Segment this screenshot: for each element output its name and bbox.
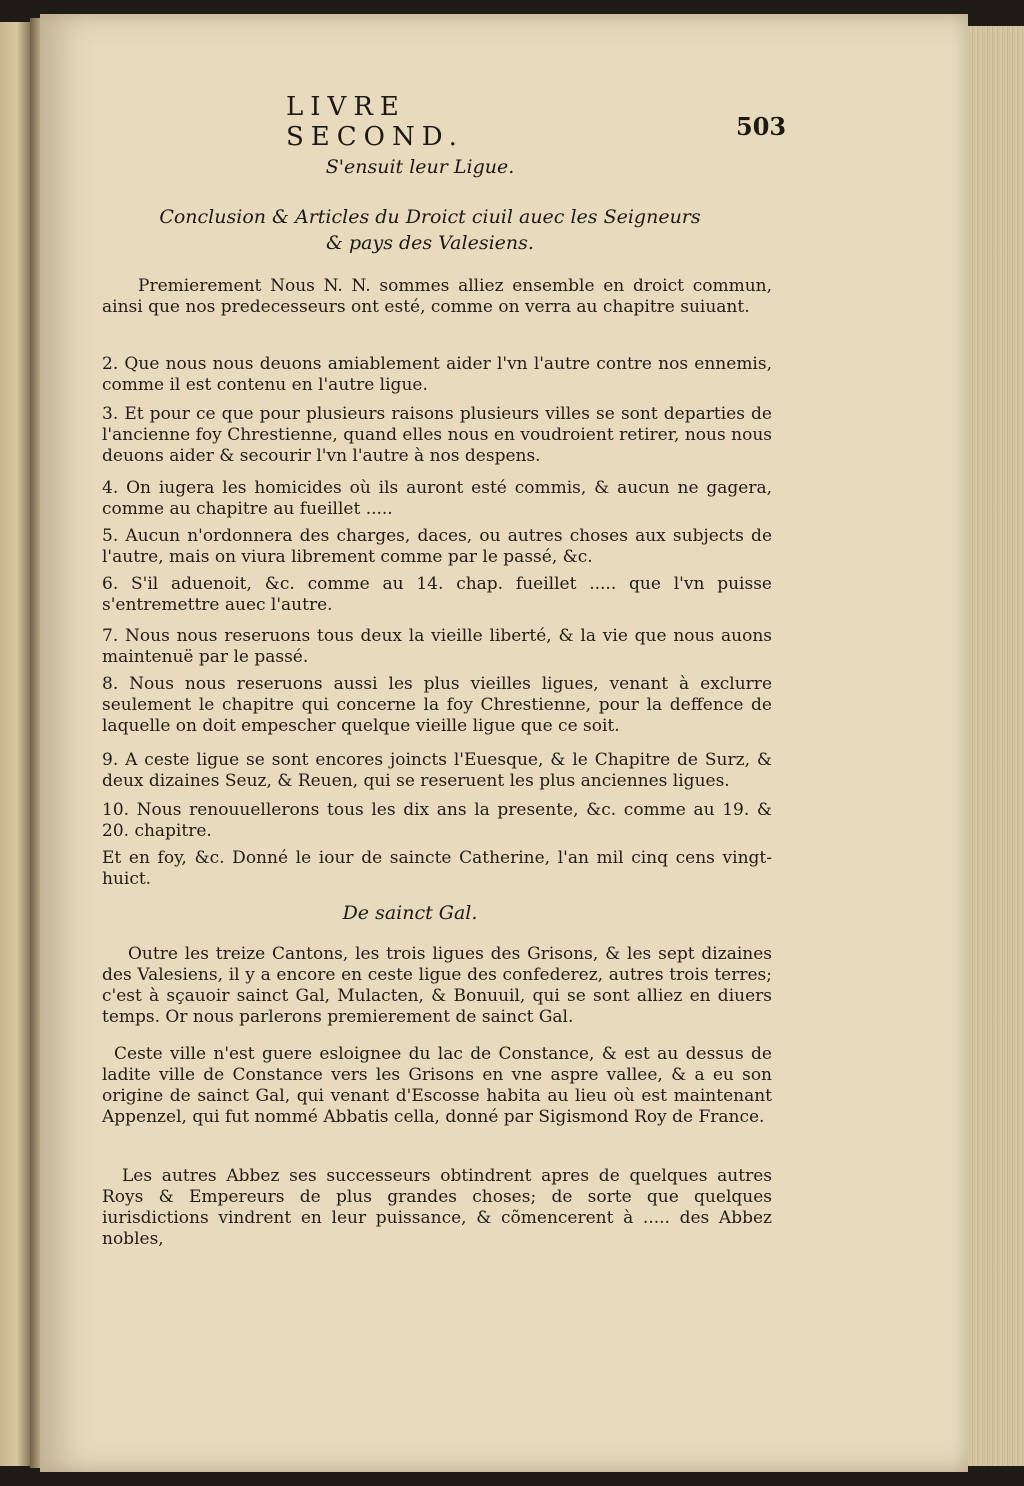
- article-paragraph: 6. S'il aduenoit, &c. comme au 14. chap. fueillet ..... que l'vn puisse s'entremettre auec l'autre.: [102, 574, 772, 615]
- section-heading-gal: De sainct Gal.: [342, 902, 478, 924]
- article-paragraph: 3. Et pour ce que pour plusieurs raisons plusieurs villes se sont departies de l'ancienne foy Chrestienne, quand elles nous en voudroient retirer, nous nous deuons aider & secourir l'vn l'autre à nos despens.: [102, 404, 772, 466]
- body-paragraph: Les autres Abbez ses successeurs obtindrent apres de quelques autres Roys & Empereurs de plus grandes choses; de sorte que quelques iurisdictions vindrent en leur puissance, & cõmencerent à ..... des Abbez nobles,: [102, 1166, 772, 1249]
- running-head: LIVRE SECOND.: [286, 92, 464, 152]
- body-paragraph: Ceste ville n'est guere esloignee du lac de Constance, & est au dessus de ladite ville de Constance vers les Grisons en vne aspre vallee, & a eu son origine de sainct Gal, qui venant d'Escosse habita au lieu où est maintenant Appenzel, qui fut nommé Abbatis cella, donné par Sigismond Roy de France.: [102, 1044, 772, 1127]
- article-paragraph: 8. Nous nous reseruons aussi les plus vieilles ligues, venant à exclurre seulement le chapitre qui concerne la foy Chrestienne, pour la deffence de laquelle on doit empescher quelque vieille ligue que ce soit.: [102, 674, 772, 736]
- body-paragraph: Outre les treize Cantons, les trois ligues des Grisons, & les sept dizaines des Valesiens, il y a encore en ceste ligue des confederez, autres trois terres; c'est à sçauoir sainct Gal, Mulacten, & Bonuuil, qui se sont alliez en diuers temps. Or nous parlerons premierement de sainct Gal.: [102, 944, 772, 1027]
- page-edges-stack: [967, 26, 1024, 1466]
- section-heading-conclusion: Conclusion & Articles du Droict ciuil auec les Seigneurs & pays des Valesiens.: [159, 206, 701, 254]
- page-number: 503: [736, 112, 787, 141]
- article-paragraph: 9. A ceste ligue se sont encores joincts l'Euesque, & le Chapitre de Surz, & deux dizaines Seuz, & Reuen, qui se reseruent les plus anciennes ligues.: [102, 750, 772, 791]
- closing-paragraph: Et en foy, &c. Donné le iour de saincte Catherine, l'an mil cinq cens vingt-huict.: [102, 848, 772, 889]
- article-paragraph: 2. Que nous nous deuons amiablement aider l'vn l'autre contre nos ennemis, comme il est contenu en l'autre ligue.: [102, 354, 772, 395]
- article-paragraph: 4. On iugera les homicides où ils auront esté commis, & aucun ne gagera, comme au chapitre au fueillet .....: [102, 478, 772, 519]
- book-gutter: [30, 18, 40, 1468]
- article-paragraph: 7. Nous nous reseruons tous deux la vieille liberté, & la vie que nous auons maintenuë par le passé.: [102, 626, 772, 667]
- article-paragraph: Premierement Nous N. N. sommes alliez ensemble en droict commun, ainsi que nos predecesseurs ont esté, comme on verra au chapitre suiuant.: [102, 276, 772, 317]
- article-paragraph: 10. Nous renouuellerons tous les dix ans la presente, &c. comme au 19. & 20. chapitre.: [102, 800, 772, 841]
- book-page: [40, 14, 968, 1472]
- section-heading-league: S'ensuit leur Ligue.: [325, 156, 515, 178]
- previous-page-edge: [0, 22, 30, 1466]
- article-paragraph: 5. Aucun n'ordonnera des charges, daces, ou autres choses aux subjects de l'autre, mais on viura librement comme par le passé, &c.: [102, 526, 772, 567]
